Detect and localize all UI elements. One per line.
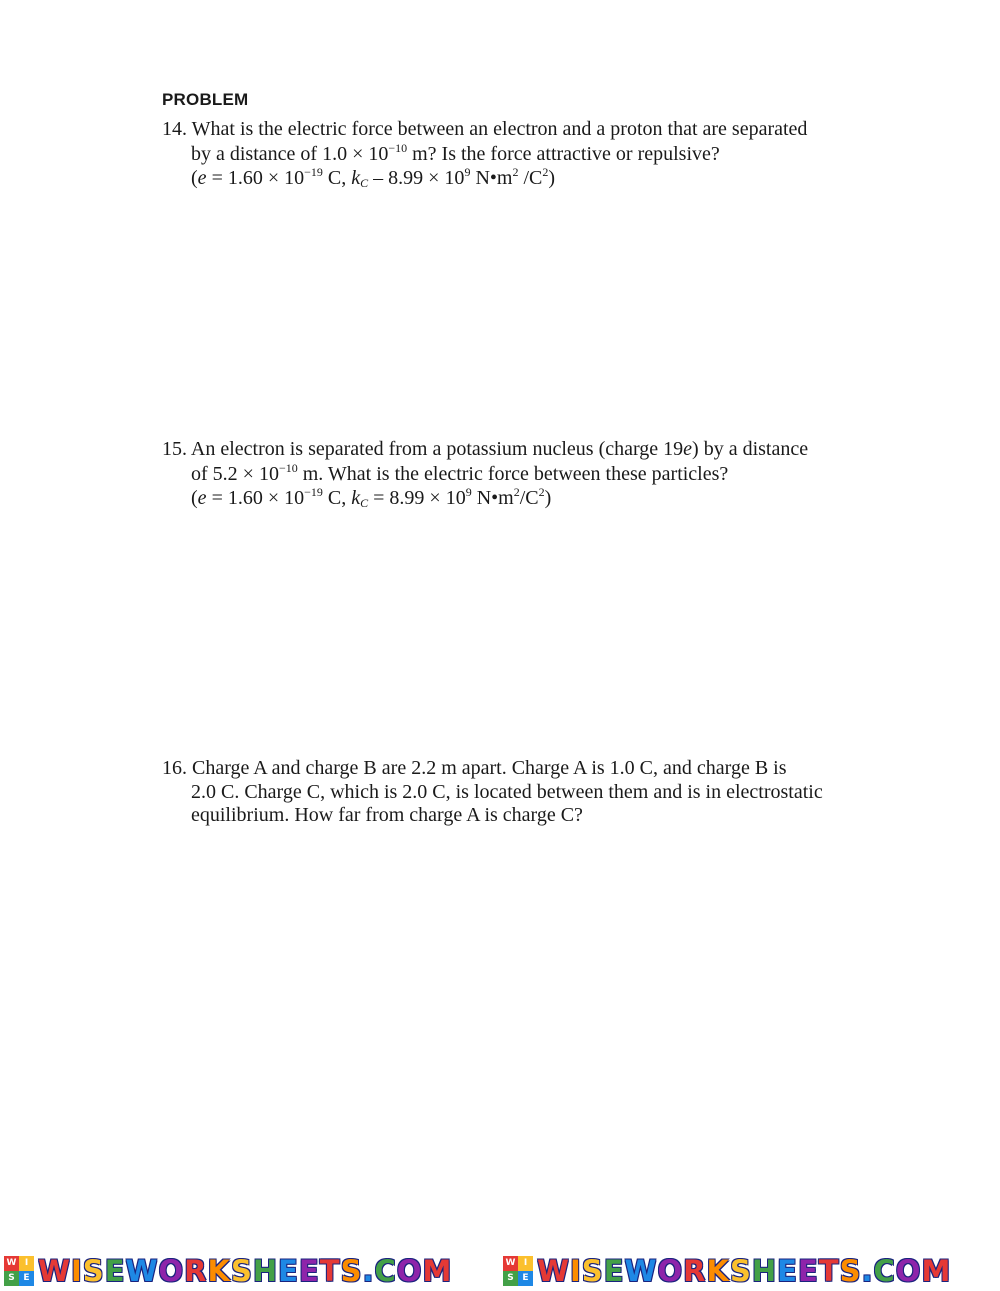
problem-15	[162, 437, 808, 511]
brand-letter: S	[729, 1254, 752, 1288]
problem-14	[162, 117, 807, 191]
logo-cell: W	[503, 1256, 518, 1271]
brand-letter: S	[230, 1254, 253, 1288]
brand-letter: I	[570, 1254, 582, 1288]
brand-letter: R	[184, 1254, 208, 1288]
brand-letter: I	[71, 1254, 83, 1288]
brand-letter: S	[839, 1254, 862, 1288]
brand-letter: R	[683, 1254, 707, 1288]
problem-14-constants: ($e = 1.60 \times 10^{-19}$ C, $k_C - 8.99 \times 10^9$ $N•m^2$ $/C^2$)	[191, 165, 556, 190]
brand-letter: .	[861, 1254, 874, 1288]
brand-2	[503, 1256, 951, 1286]
footer-watermark	[0, 1252, 1000, 1291]
brand-letter: S	[581, 1254, 604, 1288]
problem-16	[162, 757, 823, 828]
brand-letter: S	[82, 1254, 105, 1288]
logo-cell: E	[19, 1271, 34, 1286]
logo-cell: S	[4, 1271, 19, 1286]
brand-letter: K	[706, 1254, 730, 1288]
brand-letter: T	[319, 1254, 341, 1288]
brand-text	[537, 1256, 951, 1286]
problem-number: 15.	[162, 438, 187, 460]
brand-letter: M	[921, 1254, 952, 1288]
brand-letter: O	[158, 1254, 185, 1288]
brand-letter: O	[657, 1254, 684, 1288]
brand-letter: K	[207, 1254, 231, 1288]
brand-logo-icon	[4, 1256, 34, 1286]
problem-number: 14.	[162, 118, 187, 140]
brand-letter: C	[873, 1254, 896, 1288]
brand-letter: E	[104, 1254, 126, 1288]
brand-letter: M	[422, 1254, 453, 1288]
logo-cell: W	[4, 1256, 19, 1271]
problem-15-constants: ($e = 1.60 \times 10^{-19}$ C, $k_C = 8.99 \times 10^9$ $N•m^2/C^2$)	[191, 485, 552, 510]
brand-1	[4, 1256, 452, 1286]
problem-15-line-1: 15. An electron is separated from a potassium nucleus (charge 19e) by a distance	[162, 438, 809, 460]
brand-letter: H	[751, 1254, 778, 1288]
brand-letter: H	[252, 1254, 279, 1288]
logo-cell: S	[503, 1271, 518, 1286]
brand-letter: C	[374, 1254, 397, 1288]
brand-letter: E	[777, 1254, 798, 1288]
problem-14-line-1: 14. What is the electric force between an electron and a proton that are separated	[162, 118, 808, 140]
brand-letter: E	[797, 1254, 819, 1288]
logo-cell: I	[19, 1256, 34, 1271]
brand-letter: O	[895, 1254, 922, 1288]
brand-letter: T	[818, 1254, 840, 1288]
brand-letter: S	[340, 1254, 363, 1288]
brand-text	[38, 1256, 452, 1286]
brand-letter: W	[38, 1254, 71, 1288]
brand-letter: W	[537, 1254, 570, 1288]
problem-16-line-2: 2.0 C. Charge C, which is 2.0 C, is located between them and is in electrostatic	[191, 780, 823, 803]
problem-15-line-2: of $5.2 \times 10^{-10}$ m. What is the electric force between these particles?	[191, 460, 729, 485]
problem-number: 16.	[162, 757, 187, 779]
brand-letter: E	[278, 1254, 299, 1288]
problem-14-line-2: by a distance of $1.0 \times 10^{-10}$ m? Is the force attractive or repulsive?	[191, 140, 720, 165]
brand-letter: W	[125, 1254, 159, 1288]
brand-letter: .	[362, 1254, 375, 1288]
problem-16-line-3: equilibrium. How far from charge A is charge C?	[191, 804, 583, 826]
brand-letter: O	[396, 1254, 423, 1288]
brand-letter: W	[624, 1254, 658, 1288]
section-heading: PROBLEM	[162, 90, 249, 109]
brand-letter: E	[603, 1254, 625, 1288]
brand-logo-icon	[503, 1256, 533, 1286]
problem-16-line-1: 16. Charge A and charge B are 2.2 m apart. Charge A is 1.0 C, and charge B is	[162, 757, 787, 779]
logo-cell: I	[518, 1256, 533, 1271]
logo-cell: E	[518, 1271, 533, 1286]
brand-letter: E	[298, 1254, 320, 1288]
